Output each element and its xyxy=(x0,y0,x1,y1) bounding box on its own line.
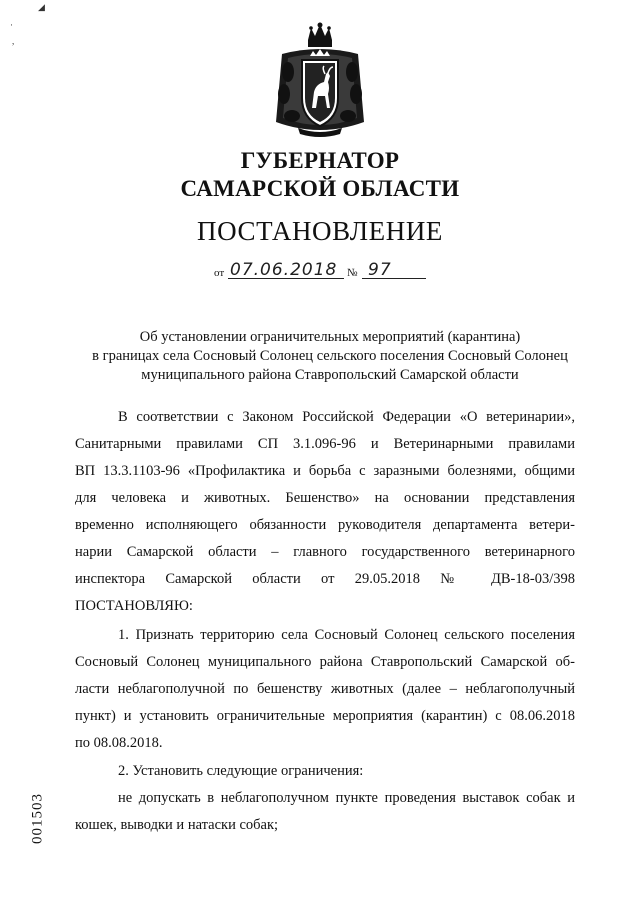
resolve-heading xyxy=(75,593,575,620)
text-line: нарии Самарской области – главного государственного ветеринарного xyxy=(75,544,575,560)
text-line: инспектора Самарской области от 29.05.2018 № ДВ-18-03/398 xyxy=(75,571,575,587)
coat-of-arms-emblem xyxy=(270,22,370,140)
scan-speck: ◢ xyxy=(38,2,45,12)
text-line: ПОСТАНОВЛЯЮ: xyxy=(75,598,193,614)
subject-line: Об установлении ограничительных мероприятий (карантина) xyxy=(139,329,521,345)
text-line: пункт) и установить ограничительные мероприятия (карантин) с 08.06.2018 xyxy=(75,708,575,724)
date-prefix: от xyxy=(214,267,225,279)
stamp-number: 001503 xyxy=(29,793,46,844)
subject-line: в границах села Сосновый Солонец сельского поселения Сосновый Солонец xyxy=(92,348,568,364)
text-line: 2. Установить следующие ограничения: xyxy=(118,763,364,779)
scan-speck: , xyxy=(12,36,15,46)
text-line: по 08.08.2018. xyxy=(75,735,163,751)
text-line: ласти неблагополучной по бешенству животных (далее – неблагополучный xyxy=(75,681,575,697)
text-line: В соответствии с Законом Российской Федерации «О ветеринарии», xyxy=(118,409,575,425)
authority-title: ГУБЕРНАТОР xyxy=(240,148,400,173)
item-2-paragraph xyxy=(75,785,575,839)
document-subject xyxy=(60,328,600,385)
scan-speck: · xyxy=(10,20,13,30)
item-1-paragraph xyxy=(75,622,575,757)
number-prefix: № xyxy=(347,267,358,279)
text-line: кошек, выводки и натаски собак; xyxy=(75,817,279,833)
registration-stamp xyxy=(26,788,52,852)
text-line: не допускать в неблагополучном пункте проведения выставок собак и xyxy=(118,790,575,806)
handwritten-date: 07.06.2018 xyxy=(230,260,338,280)
subject-line: муниципального района Ставропольский Самарской области xyxy=(141,367,519,383)
document-type: ПОСТАНОВЛЕНИЕ xyxy=(196,216,444,246)
text-line: для человека и животных. Бешенство» на основании представления xyxy=(75,490,575,506)
text-line: Санитарными правилами СП 3.1.096-96 и Ветеринарными правилами xyxy=(75,436,575,452)
text-line: временно исполняющего обязанности руководителя департамента ветери- xyxy=(75,517,575,533)
preamble-paragraph xyxy=(75,404,575,593)
handwritten-number: 97 xyxy=(368,260,392,280)
region-title: САМАРСКОЙ ОБЛАСТИ xyxy=(180,176,460,201)
text-line: ВП 13.3.1103-96 «Профилактика и борьба с заразными болезнями, общими xyxy=(75,463,575,479)
date-number-line xyxy=(214,256,434,282)
item-2-heading xyxy=(75,758,575,785)
text-line: Сосновый Солонец муниципального района Ставропольский Самарской об- xyxy=(75,654,575,670)
text-line: 1. Признать территорию села Сосновый Солонец сельского поселения xyxy=(118,627,575,643)
